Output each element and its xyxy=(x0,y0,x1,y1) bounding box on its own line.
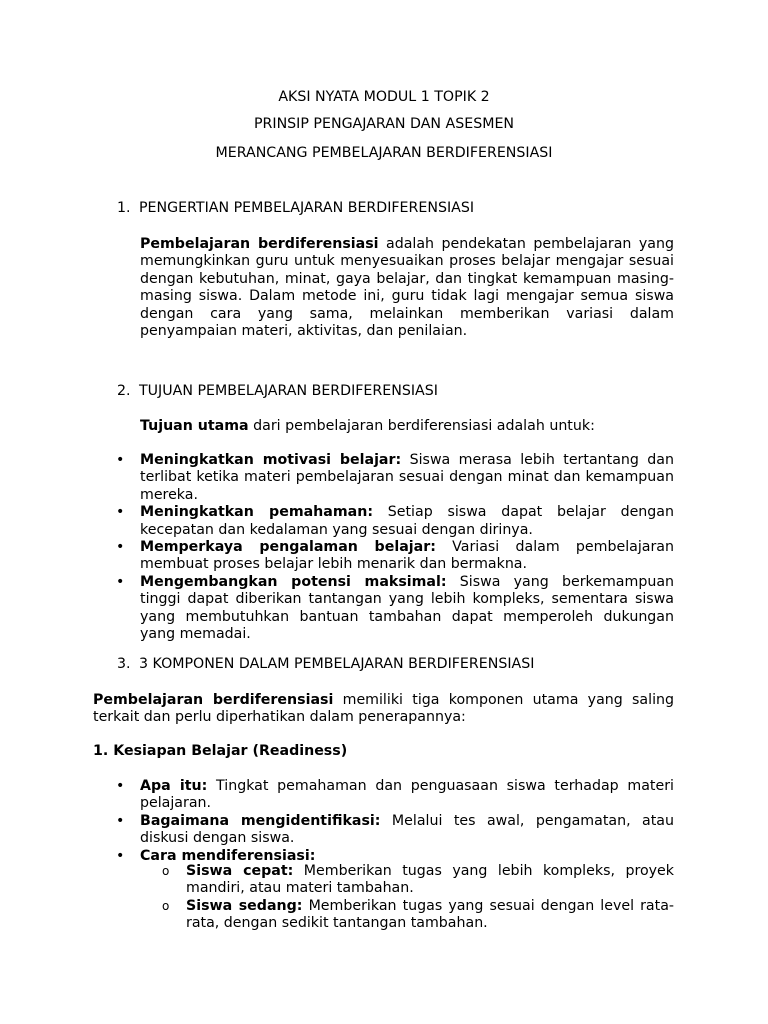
section-2-heading xyxy=(117,383,438,400)
list-item xyxy=(162,863,674,898)
bullet-text: Siswa merasa lebih tertantang dan terlibat ketika materi pembelajaran sesuai dengan minat dan kemampuan mereka. xyxy=(140,452,674,503)
section-3-sub-heading: 1. Kesiapan Belajar (Readiness) xyxy=(93,743,348,759)
bullet-term: Bagaimana mengidentifikasi: xyxy=(140,812,381,829)
circle-bullet-icon: o xyxy=(162,898,170,913)
bullet-dot-icon: • xyxy=(116,452,125,468)
section-3-title: 3 KOMPONEN DALAM PEMBELAJARAN BERDIFERENSIASI xyxy=(139,656,535,672)
title-line-2: PRINSIP PENGAJARAN DAN ASESMEN xyxy=(253,116,515,132)
bullet-text: Siswa yang berkemampuan tinggi dapat diberikan tantangan yang lebih kompleks, sementara siswa yang membutuhkan bantuan tambahan dapat memperoleh dukungan yang memadai. xyxy=(140,573,674,643)
section-1-number: 1. xyxy=(117,200,131,216)
bullet-dot-icon: • xyxy=(116,539,125,556)
section-2-bullet-list xyxy=(116,452,674,643)
section-2-intro-term: Tujuan utama xyxy=(140,418,249,434)
section-1-term: Pembelajaran berdiferensiasi xyxy=(140,236,379,252)
section-3-bullet-list xyxy=(116,778,674,865)
list-item xyxy=(116,539,674,574)
section-3-intro-text: memiliki tiga komponen utama yang saling terkait dan perlu diperhatikan dalam penerapannya: xyxy=(93,692,675,726)
list-item xyxy=(116,573,674,644)
section-1-paragraph xyxy=(140,236,674,340)
sub-bullet-text: Memberikan tugas yang lebih kompleks, proyek mandiri, atau materi tambahan. xyxy=(186,863,674,897)
sub-bullet-term: Siswa cepat: xyxy=(186,863,294,879)
bullet-text: Melalui tes awal, pengamatan, atau diskusi dengan siswa. xyxy=(140,812,674,847)
section-3-sub-bullet-list xyxy=(162,863,675,933)
bullet-text: Variasi dalam pembelajaran membuat proses belajar lebih menarik dan bermakna. xyxy=(140,539,674,573)
list-item xyxy=(116,812,674,848)
bullet-term: Cara mendiferensiasi: xyxy=(140,847,316,864)
section-2-title: TUJUAN PEMBELAJARAN BERDIFERENSIASI xyxy=(139,383,438,399)
section-2-number: 2. xyxy=(117,383,131,399)
section-2-intro xyxy=(140,418,595,435)
section-1-heading xyxy=(117,200,474,217)
sub-bullet-term: Siswa sedang: xyxy=(186,897,303,914)
section-3-heading xyxy=(117,656,534,673)
bullet-term: Meningkatkan pemahaman: xyxy=(140,504,373,521)
section-3-intro-term: Pembelajaran berdiferensiasi xyxy=(93,692,334,708)
title-line-1: AKSI NYATA MODUL 1 TOPIK 2 xyxy=(278,89,490,105)
bullet-term: Meningkatkan motivasi belajar: xyxy=(140,452,402,468)
list-item xyxy=(116,778,674,813)
section-1-title: PENGERTIAN PEMBELAJARAN BERDIFERENSIASI xyxy=(139,200,475,216)
bullet-dot-icon: • xyxy=(116,812,125,829)
list-item xyxy=(162,897,675,933)
bullet-text: Setiap siswa dapat belajar dengan kecepatan dan kedalaman yang sesuai dengan dirinya. xyxy=(140,504,674,538)
sub-bullet-text: Memberikan tugas yang sesuai dengan level rata-rata, dengan sedikit tantangan tambahan. xyxy=(186,897,675,932)
bullet-text: Tingkat pemahaman dan penguasaan siswa terhadap materi pelajaran. xyxy=(140,778,674,812)
bullet-dot-icon: • xyxy=(116,573,125,590)
bullet-term: Apa itu: xyxy=(140,778,208,794)
circle-bullet-icon: o xyxy=(162,864,170,878)
section-2-intro-text: dari pembelajaran berdiferensiasi adalah untuk: xyxy=(248,418,595,434)
section-3-intro xyxy=(93,692,674,727)
list-item xyxy=(116,452,674,504)
bullet-dot-icon: • xyxy=(116,847,125,864)
title-line-3: MERANCANG PEMBELAJARAN BERDIFERENSIASI xyxy=(215,145,553,161)
list-item xyxy=(116,504,674,539)
bullet-term: Memperkaya pengalaman belajar: xyxy=(140,539,436,556)
bullet-dot-icon: • xyxy=(116,778,125,794)
section-3-number: 3. xyxy=(117,656,131,672)
section-1-text: adalah pendekatan pembelajaran yang memungkinkan guru untuk menyesuaikan proses belajar mengajar sesuai dengan kebutuhan, minat, gaya belajar, dan tingkat kemampuan masing-masing siswa. Dalam metode ini, guru tidak lagi mengajar semua siswa dengan cara yang sama, melainkan memberikan variasi dalam penyampaian materi, aktivitas, dan penilaian. xyxy=(140,236,674,340)
bullet-term: Mengembangkan potensi maksimal: xyxy=(140,573,447,590)
bullet-dot-icon: • xyxy=(116,504,125,521)
